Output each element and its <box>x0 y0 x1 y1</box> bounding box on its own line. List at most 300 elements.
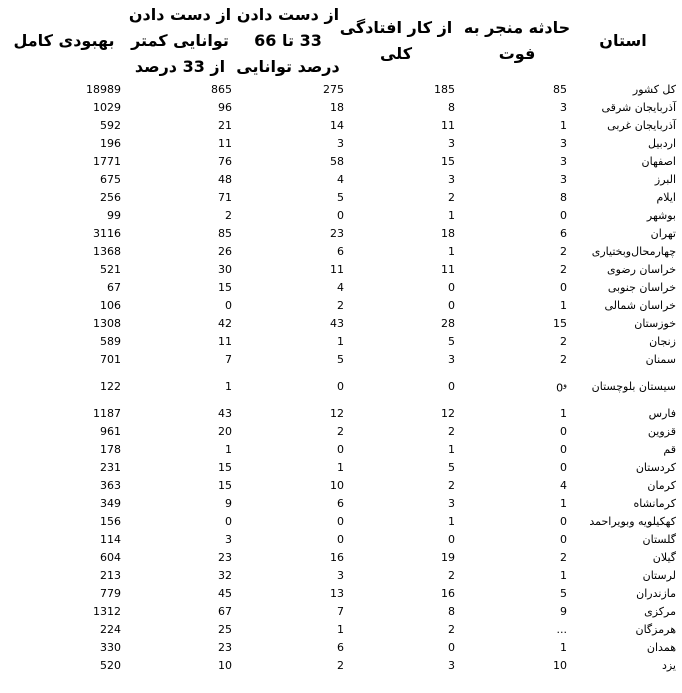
cell-full-recovery <box>0 369 121 405</box>
cell-value: 185 <box>434 83 455 96</box>
cell-value: 8 <box>448 605 455 618</box>
cell-total-disability <box>344 171 455 189</box>
cell-full-recovery <box>0 657 121 675</box>
cell-death <box>455 81 567 99</box>
cell-value: 2 <box>560 353 567 366</box>
cell-value: 1 <box>448 245 455 258</box>
table-row <box>0 621 682 639</box>
cell-value: 6 <box>560 227 567 240</box>
header-line: توانایی کمتر <box>131 31 229 50</box>
table-row <box>0 81 682 99</box>
header-total-disability <box>340 0 452 82</box>
cell-value: 114 <box>100 533 121 546</box>
cell-province <box>567 603 682 621</box>
cell-value: 0 <box>448 533 455 546</box>
cell-full-recovery <box>0 639 121 657</box>
cell-loss-under-33 <box>121 261 232 279</box>
cell-value: 18 <box>330 101 344 114</box>
cell-value: خوزستان <box>634 317 676 330</box>
cell-full-recovery <box>0 495 121 513</box>
cell-value: 592 <box>100 119 121 132</box>
cell-value: 25 <box>218 623 232 636</box>
cell-full-recovery <box>0 513 121 531</box>
cell-loss-33-66 <box>232 567 344 585</box>
cell-value: 213 <box>100 569 121 582</box>
header-line: استان <box>599 31 647 50</box>
cell-province <box>567 621 682 639</box>
cell-value: 6 <box>337 245 344 258</box>
cell-province <box>567 261 682 279</box>
cell-death <box>455 99 567 117</box>
header-line: کلی <box>379 44 413 63</box>
cell-death <box>455 189 567 207</box>
cell-value: 1187 <box>93 407 121 420</box>
cell-total-disability <box>344 315 455 333</box>
cell-value: 1 <box>560 497 567 510</box>
cell-value: 14 <box>330 119 344 132</box>
cell-loss-under-33 <box>121 603 232 621</box>
cell-death <box>455 567 567 585</box>
table-row <box>0 531 682 549</box>
cell-death <box>455 117 567 135</box>
cell-value: 26 <box>218 245 232 258</box>
cell-total-disability <box>344 567 455 585</box>
cell-province <box>567 135 682 153</box>
cell-total-disability <box>344 495 455 513</box>
cell-death <box>455 405 567 423</box>
cell-total-disability <box>344 99 455 117</box>
cell-death <box>455 153 567 171</box>
cell-value: 11 <box>441 119 455 132</box>
cell-loss-under-33 <box>121 171 232 189</box>
cell-value: 11 <box>330 263 344 276</box>
cell-value: البرز <box>654 173 676 186</box>
table-row <box>0 297 682 315</box>
cell-death <box>455 603 567 621</box>
cell-value: کرمان <box>647 479 676 492</box>
cell-loss-under-33 <box>121 657 232 675</box>
cell-value: 30 <box>218 263 232 276</box>
cell-loss-33-66 <box>232 153 344 171</box>
cell-death <box>455 495 567 513</box>
cell-full-recovery <box>0 531 121 549</box>
cell-value: 0 <box>337 380 344 393</box>
cell-death <box>455 207 567 225</box>
cell-death <box>455 531 567 549</box>
table-row <box>0 459 682 477</box>
cell-value: 12 <box>330 407 344 420</box>
table-row <box>0 441 682 459</box>
cell-province <box>567 297 682 315</box>
cell-value: 2 <box>560 263 567 276</box>
cell-death <box>455 621 567 639</box>
cell-value: 76 <box>218 155 232 168</box>
cell-value: 0 <box>225 515 232 528</box>
cell-value: 2 <box>448 623 455 636</box>
cell-total-disability <box>344 333 455 351</box>
cell-province <box>567 495 682 513</box>
cell-province <box>567 639 682 657</box>
table-row <box>0 513 682 531</box>
cell-value: 3 <box>448 173 455 186</box>
cell-value: 3 <box>448 137 455 150</box>
cell-value: 1 <box>448 515 455 528</box>
cell-total-disability <box>344 279 455 297</box>
cell-value: بوشهر <box>646 209 676 222</box>
cell-province <box>567 531 682 549</box>
cell-value: 363 <box>100 479 121 492</box>
table-row <box>0 279 682 297</box>
cell-loss-33-66 <box>232 621 344 639</box>
cell-province <box>567 585 682 603</box>
cell-loss-under-33 <box>121 207 232 225</box>
cell-full-recovery <box>0 567 121 585</box>
cell-value: کهکیلویه وبویراحمد <box>589 515 676 528</box>
cell-full-recovery <box>0 243 121 261</box>
cell-loss-under-33 <box>121 639 232 657</box>
cell-province <box>567 477 682 495</box>
cell-value: 5 <box>337 353 344 366</box>
cell-value: 675 <box>100 173 121 186</box>
cell-full-recovery <box>0 153 121 171</box>
cell-full-recovery <box>0 621 121 639</box>
cell-loss-33-66 <box>232 261 344 279</box>
cell-value: کرمانشاه <box>633 497 676 510</box>
cell-loss-under-33 <box>121 117 232 135</box>
cell-loss-33-66 <box>232 405 344 423</box>
table-row <box>0 117 682 135</box>
cell-death <box>455 135 567 153</box>
cell-value: 23 <box>218 641 232 654</box>
cell-value: 0 <box>448 281 455 294</box>
cell-value: 196 <box>100 137 121 150</box>
cell-province <box>567 279 682 297</box>
cell-value: خراسان رضوی <box>606 263 676 276</box>
cell-death <box>455 639 567 657</box>
cell-value: 1 <box>560 119 567 132</box>
cell-loss-33-66 <box>232 351 344 369</box>
cell-value: 32 <box>218 569 232 582</box>
cell-value: 58 <box>330 155 344 168</box>
cell-total-disability <box>344 549 455 567</box>
header-province <box>578 0 668 82</box>
cell-value: 12 <box>441 407 455 420</box>
cell-death <box>455 297 567 315</box>
cell-value: 19 <box>441 551 455 564</box>
cell-loss-33-66 <box>232 423 344 441</box>
cell-death <box>455 459 567 477</box>
cell-province <box>567 99 682 117</box>
table-row <box>0 585 682 603</box>
cell-value: 1308 <box>93 317 121 330</box>
cell-value: 5 <box>337 191 344 204</box>
cell-loss-under-33 <box>121 585 232 603</box>
cell-loss-33-66 <box>232 513 344 531</box>
cell-province <box>567 243 682 261</box>
cell-value: گلستان <box>642 533 676 546</box>
cell-value: کردستان <box>635 461 676 474</box>
cell-value: 3 <box>448 353 455 366</box>
cell-full-recovery <box>0 351 121 369</box>
cell-value: 1 <box>448 443 455 456</box>
cell-value: 1 <box>337 335 344 348</box>
cell-loss-33-66 <box>232 549 344 567</box>
cell-loss-under-33 <box>121 153 232 171</box>
cell-total-disability <box>344 81 455 99</box>
cell-value: مرکزی <box>644 605 676 618</box>
cell-value: 23 <box>218 551 232 564</box>
cell-loss-33-66 <box>232 441 344 459</box>
cell-loss-33-66 <box>232 225 344 243</box>
cell-province <box>567 333 682 351</box>
cell-full-recovery <box>0 117 121 135</box>
cell-total-disability <box>344 189 455 207</box>
table-row <box>0 243 682 261</box>
cell-province <box>567 315 682 333</box>
cell-province <box>567 567 682 585</box>
cell-loss-33-66 <box>232 207 344 225</box>
table-row <box>0 207 682 225</box>
cell-total-disability <box>344 117 455 135</box>
cell-loss-under-33 <box>121 567 232 585</box>
cell-value: 1 <box>225 443 232 456</box>
cell-death <box>455 513 567 531</box>
cell-value: 178 <box>100 443 121 456</box>
cell-value: 42 <box>218 317 232 330</box>
cell-value: 67 <box>218 605 232 618</box>
cell-value: 1 <box>560 641 567 654</box>
cell-value: 3 <box>448 497 455 510</box>
cell-value: خراسان شمالی <box>604 299 676 312</box>
cell-death <box>455 261 567 279</box>
cell-full-recovery <box>0 441 121 459</box>
cell-province <box>567 549 682 567</box>
cell-value: 0 <box>560 533 567 546</box>
cell-death <box>455 171 567 189</box>
cell-value: 0 <box>337 515 344 528</box>
cell-value: سیستان بلوچستان <box>591 380 676 393</box>
cell-value: 43 <box>218 407 232 420</box>
cell-full-recovery <box>0 477 121 495</box>
table-row <box>0 639 682 657</box>
cell-value: 3 <box>337 137 344 150</box>
cell-value: 2 <box>560 551 567 564</box>
cell-value: 9 <box>225 497 232 510</box>
cell-loss-under-33 <box>121 81 232 99</box>
table-row <box>0 495 682 513</box>
cell-death <box>455 549 567 567</box>
cell-province <box>567 153 682 171</box>
cell-value: 4 <box>337 281 344 294</box>
cell-value: 85 <box>553 83 567 96</box>
cell-value: 0 <box>560 209 567 222</box>
cell-province <box>567 225 682 243</box>
cell-full-recovery <box>0 135 121 153</box>
cell-value: 8 <box>560 191 567 204</box>
cell-value: 0 <box>556 381 564 395</box>
cell-value: 11 <box>441 263 455 276</box>
table-row <box>0 567 682 585</box>
cell-death <box>455 225 567 243</box>
cell-value: 0 <box>560 515 567 528</box>
table-row <box>0 369 682 405</box>
cell-value: 224 <box>100 623 121 636</box>
cell-loss-33-66 <box>232 531 344 549</box>
cell-loss-under-33 <box>121 441 232 459</box>
cell-value: هرمزگان <box>635 623 676 636</box>
cell-death <box>455 369 567 405</box>
cell-value: 256 <box>100 191 121 204</box>
cell-loss-under-33 <box>121 495 232 513</box>
cell-value: 604 <box>100 551 121 564</box>
table-row <box>0 477 682 495</box>
cell-value: همدان <box>646 641 676 654</box>
cell-full-recovery <box>0 189 121 207</box>
cell-death <box>455 423 567 441</box>
cell-value: 15 <box>441 155 455 168</box>
cell-total-disability <box>344 297 455 315</box>
cell-total-disability <box>344 585 455 603</box>
cell-province <box>567 171 682 189</box>
cell-total-disability <box>344 135 455 153</box>
cell-value: زنجان <box>649 335 676 348</box>
cell-full-recovery <box>0 459 121 477</box>
cell-value: 1 <box>225 380 232 393</box>
cell-value: 85 <box>218 227 232 240</box>
cell-total-disability <box>344 225 455 243</box>
cell-value: لرستان <box>642 569 676 582</box>
cell-value: 1 <box>337 623 344 636</box>
cell-value: 6 <box>337 641 344 654</box>
cell-province <box>567 459 682 477</box>
cell-loss-under-33 <box>121 99 232 117</box>
cell-value: 18 <box>441 227 455 240</box>
cell-value: 701 <box>100 353 121 366</box>
cell-loss-under-33 <box>121 423 232 441</box>
table-row <box>0 423 682 441</box>
cell-value: 9 <box>560 605 567 618</box>
cell-province <box>567 405 682 423</box>
cell-province <box>567 441 682 459</box>
table-row <box>0 99 682 117</box>
cell-value: 16 <box>330 551 344 564</box>
cell-full-recovery <box>0 99 121 117</box>
cell-value: 122 <box>100 380 121 393</box>
cell-value: 96 <box>218 101 232 114</box>
cell-value: 1 <box>560 299 567 312</box>
cell-value: 0 <box>337 209 344 222</box>
header-line: 33 تا 66 <box>254 31 322 50</box>
cell-value: سمنان <box>645 353 676 366</box>
cell-value: 48 <box>218 173 232 186</box>
header-loss-under-33 <box>122 0 238 82</box>
cell-death <box>455 441 567 459</box>
cell-total-disability <box>344 639 455 657</box>
cell-value: 156 <box>100 515 121 528</box>
cell-value: 231 <box>100 461 121 474</box>
cell-value: 3 <box>560 101 567 114</box>
cell-value: 2 <box>560 245 567 258</box>
table-row <box>0 351 682 369</box>
cell-value: 589 <box>100 335 121 348</box>
cell-value: 28 <box>441 317 455 330</box>
header-line: از دست دادن <box>236 5 340 24</box>
cell-value: 2 <box>448 569 455 582</box>
cell-value: 4 <box>337 173 344 186</box>
cell-value: 1 <box>560 569 567 582</box>
cell-value: 275 <box>323 83 344 96</box>
cell-loss-33-66 <box>232 171 344 189</box>
cell-mark: و <box>563 380 567 390</box>
cell-death <box>455 315 567 333</box>
cell-full-recovery <box>0 423 121 441</box>
cell-loss-33-66 <box>232 117 344 135</box>
header-line: از کار افتادگی <box>339 18 453 37</box>
cell-value: 779 <box>100 587 121 600</box>
cell-value: 1 <box>448 209 455 222</box>
cell-value: یزد <box>661 659 676 672</box>
table-row <box>0 171 682 189</box>
cell-loss-33-66 <box>232 459 344 477</box>
cell-value: 0 <box>560 461 567 474</box>
cell-full-recovery <box>0 81 121 99</box>
cell-value: 3116 <box>93 227 121 240</box>
cell-value: 2 <box>560 335 567 348</box>
cell-value: 1 <box>560 407 567 420</box>
cell-loss-under-33 <box>121 135 232 153</box>
table-row <box>0 189 682 207</box>
cell-loss-33-66 <box>232 369 344 405</box>
cell-value: 3 <box>560 155 567 168</box>
cell-total-disability <box>344 603 455 621</box>
cell-value: 20 <box>218 425 232 438</box>
cell-value: 67 <box>107 281 121 294</box>
cell-value: 18989 <box>86 83 121 96</box>
cell-province <box>567 117 682 135</box>
table-row <box>0 657 682 675</box>
cell-value: آذربایجان شرقی <box>601 101 676 114</box>
cell-value: 3 <box>225 533 232 546</box>
cell-loss-under-33 <box>121 189 232 207</box>
cell-value: 10 <box>330 479 344 492</box>
cell-value: 99 <box>107 209 121 222</box>
cell-loss-33-66 <box>232 243 344 261</box>
cell-total-disability <box>344 405 455 423</box>
cell-death <box>455 585 567 603</box>
cell-total-disability <box>344 153 455 171</box>
cell-loss-33-66 <box>232 135 344 153</box>
cell-value: 5 <box>560 587 567 600</box>
cell-loss-under-33 <box>121 621 232 639</box>
header-line: فوت <box>498 44 536 63</box>
cell-value: 7 <box>225 353 232 366</box>
cell-loss-under-33 <box>121 225 232 243</box>
cell-value: 10 <box>553 659 567 672</box>
cell-total-disability <box>344 243 455 261</box>
header-line: از 33 درصد <box>134 57 226 76</box>
cell-province <box>567 423 682 441</box>
cell-full-recovery <box>0 315 121 333</box>
cell-loss-under-33 <box>121 279 232 297</box>
cell-total-disability <box>344 657 455 675</box>
cell-loss-under-33 <box>121 513 232 531</box>
cell-value: 0 <box>337 443 344 456</box>
header-line: از دست دادن <box>128 5 232 24</box>
cell-value: 3 <box>560 137 567 150</box>
header-loss-33-66 <box>232 0 344 82</box>
cell-value: 521 <box>100 263 121 276</box>
header-full-recovery <box>0 0 128 82</box>
